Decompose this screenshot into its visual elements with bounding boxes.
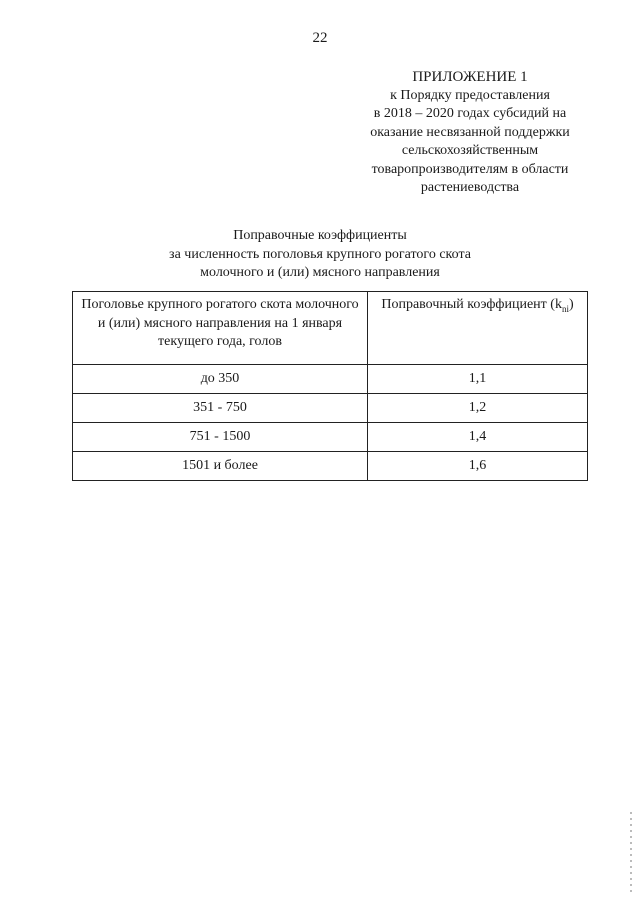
header-coefficient [368,292,588,365]
table-row [73,394,588,423]
page-number: 22 [312,30,328,46]
appendix-line: товаропроизводителям в области [371,161,569,177]
cell-coefficient: 1,4 [368,423,588,452]
coefficient-table [72,291,588,481]
document-title [0,227,640,283]
appendix-line: оказание несвязанной поддержки [370,124,570,140]
table-header-row [73,292,588,365]
table-row [73,423,588,452]
table-row [73,365,588,394]
cell-range: 1501 и более [73,452,368,481]
appendix-line: сельскохозяйственным [401,143,539,158]
cell-range: до 350 [73,365,368,394]
cell-coefficient: 1,6 [368,452,588,481]
header-coefficient-close: ) [568,297,574,312]
cell-coefficient: 1,2 [368,394,588,423]
title-line: молочного и (или) мясного направления [200,265,440,280]
appendix-line: в 2018 – 2020 годах субсидий на [373,106,567,121]
scan-margin-marks [630,812,632,892]
header-coefficient-text: Поправочный коэффициент (k [381,297,562,312]
appendix-heading: ПРИЛОЖЕНИЕ 1 [412,69,528,85]
header-coefficient-subscript: ni [561,303,569,314]
header-livestock-count: Поголовье крупного рогатого скота молочного и (или) мясного направления на 1 января текущего года, голов [73,292,368,365]
cell-range: 351 - 750 [73,394,368,423]
cell-coefficient: 1,1 [368,365,588,394]
title-line: за численность поголовья крупного рогатого скота [169,246,471,262]
title-line: Поправочные коэффициенты [233,228,407,243]
cell-range: 751 - 1500 [73,423,368,452]
appendix-block [340,68,600,198]
appendix-line: растениеводства [420,180,520,195]
table-row [73,452,588,481]
appendix-line: к Порядку предоставления [390,87,550,103]
